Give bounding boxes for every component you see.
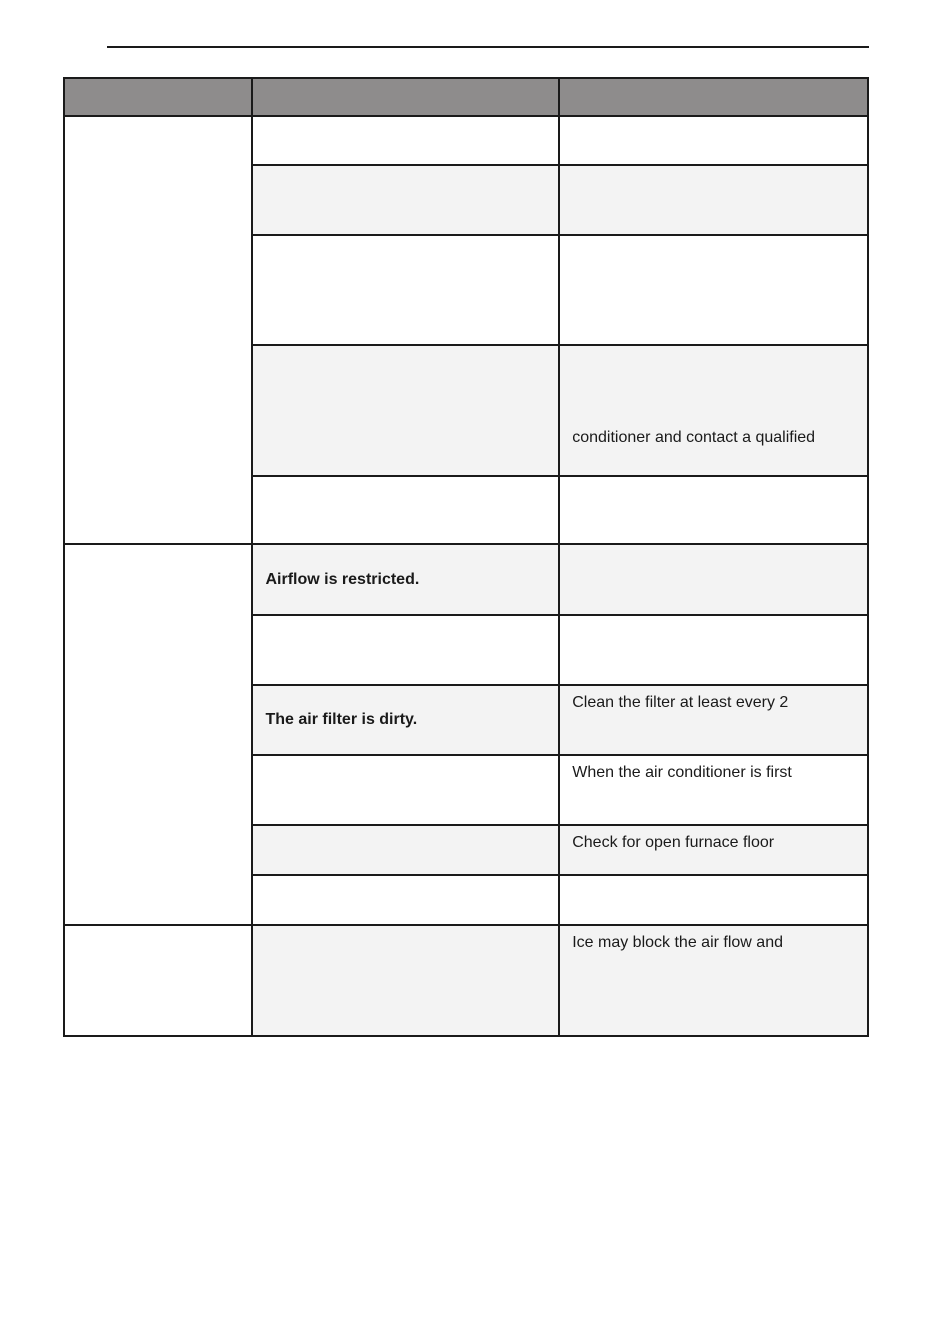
problem-cell	[64, 925, 252, 1036]
troubleshooting-table	[63, 77, 869, 1037]
cause-cell	[252, 345, 559, 476]
cause-cell: Airflow is restricted.	[252, 544, 559, 615]
problem-cell	[64, 116, 252, 544]
cause-cell	[252, 925, 559, 1036]
table-row	[64, 925, 868, 1036]
solution-cell: conditioner and contact a qualified	[559, 345, 868, 476]
table-row	[64, 116, 868, 165]
table-row	[64, 544, 868, 615]
top-rule	[107, 46, 869, 48]
cause-cell	[252, 235, 559, 345]
table-header-row	[64, 78, 868, 116]
problem-cell	[64, 544, 252, 925]
solution-cell	[559, 235, 868, 345]
solution-cell	[559, 875, 868, 925]
header-possible-cause	[252, 78, 559, 116]
solution-cell: Clean the filter at least every 2	[559, 685, 868, 755]
cause-cell	[252, 615, 559, 685]
solution-cell	[559, 476, 868, 544]
solution-cell	[559, 116, 868, 165]
cause-cell	[252, 875, 559, 925]
cause-cell: The air filter is dirty.	[252, 685, 559, 755]
header-problem	[64, 78, 252, 116]
solution-cell	[559, 544, 868, 615]
cause-cell	[252, 165, 559, 235]
solution-cell: Ice may block the air flow and	[559, 925, 868, 1036]
cause-cell	[252, 116, 559, 165]
cause-cell	[252, 825, 559, 875]
solution-cell	[559, 615, 868, 685]
solution-cell: Check for open furnace floor	[559, 825, 868, 875]
cause-cell	[252, 755, 559, 825]
cause-cell	[252, 476, 559, 544]
solution-cell: When the air conditioner is first	[559, 755, 868, 825]
header-solution	[559, 78, 868, 116]
solution-cell	[559, 165, 868, 235]
